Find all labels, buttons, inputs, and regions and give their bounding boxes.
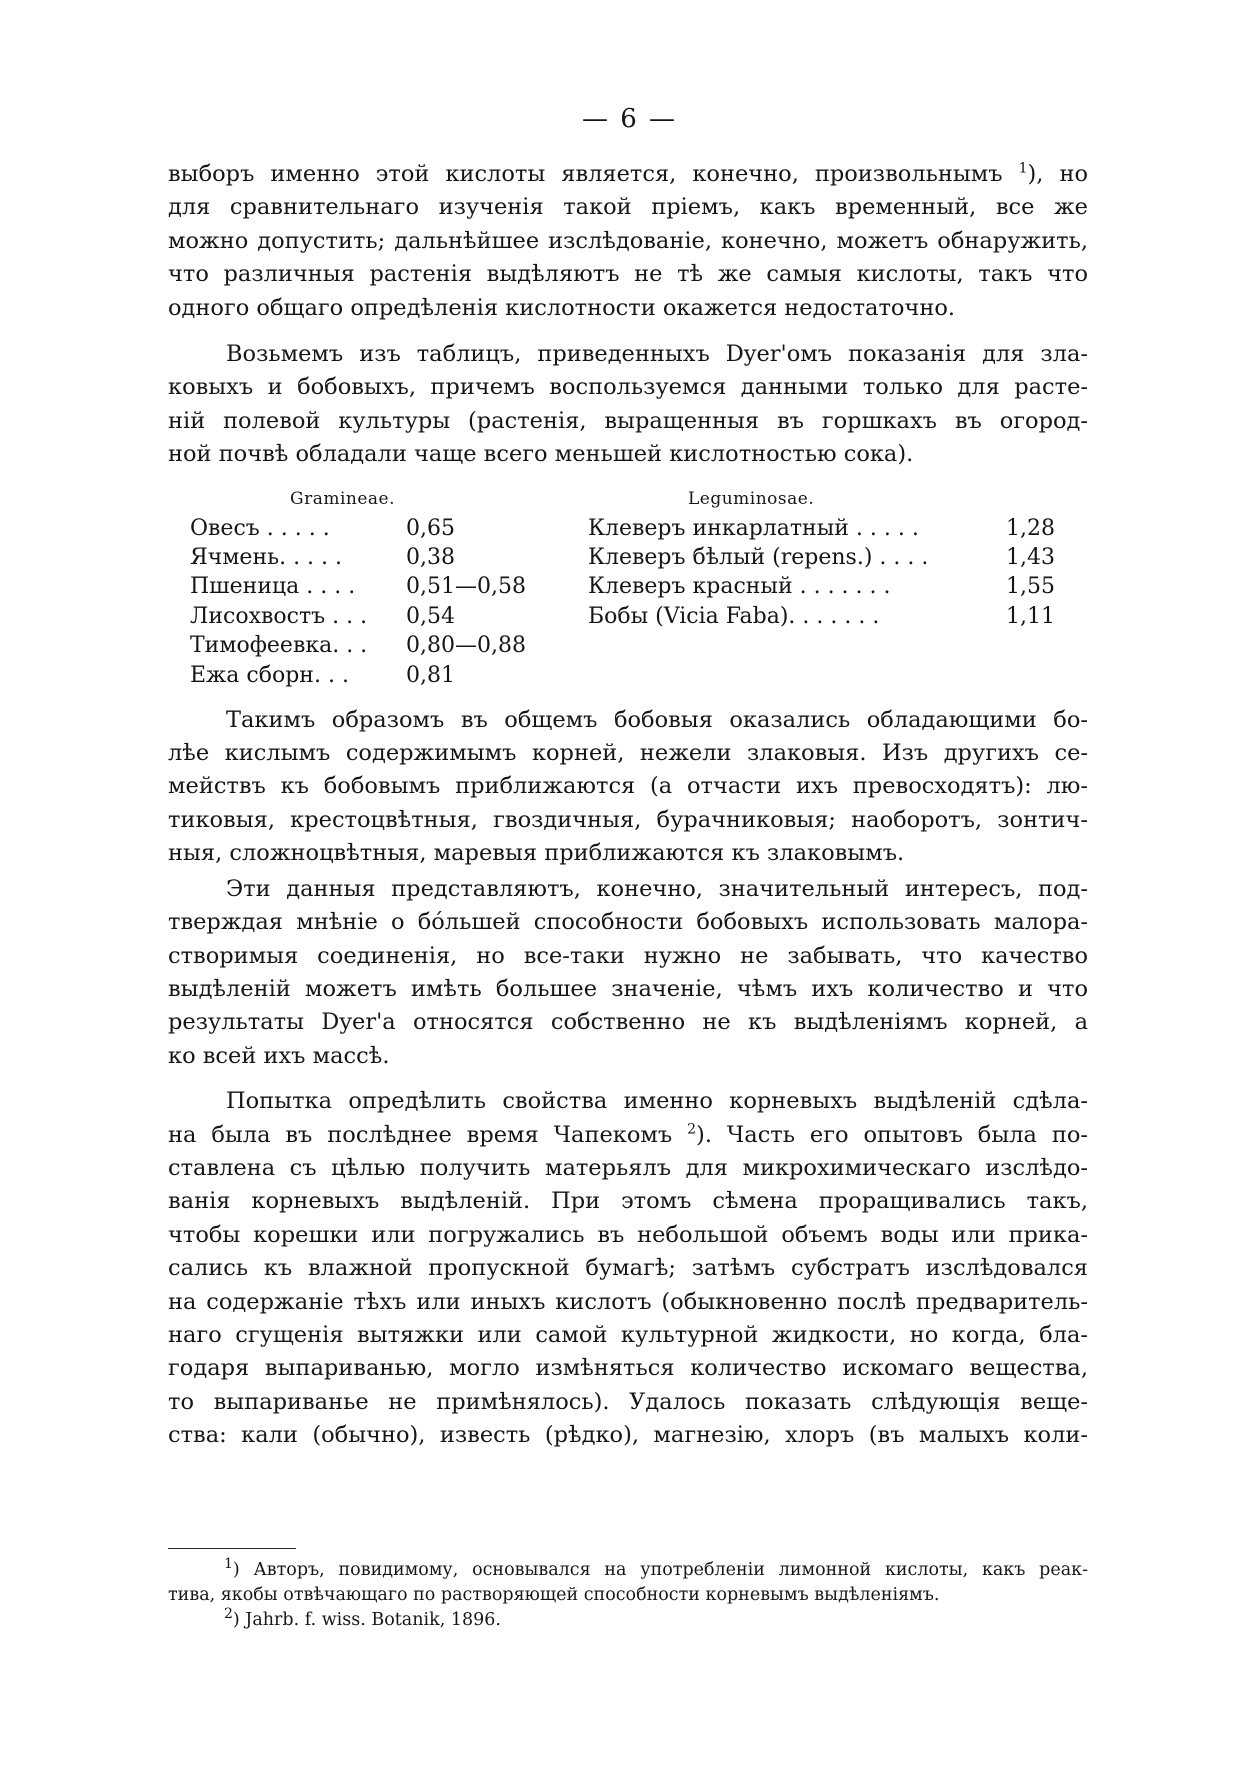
text-line: годаря выпариванью, могло измѣняться количество искомаго вещества, — [168, 1355, 1088, 1382]
text-line: мействъ къ бобовымъ приближаются (а отчасти ихъ превосходятъ): лю- — [168, 773, 1088, 800]
table-row: Овесъ . . . . . 0,65 — [190, 515, 455, 541]
text-line: створимыя соединенія, но все-таки нужно не забывать, что качество — [168, 942, 1088, 969]
text-line: выборъ именно этой кислоты является, конечно, произвольнымъ $^1$), но — [168, 160, 1088, 187]
text-line: одного общаго опредѣленія кислотности окажется недостаточно. — [168, 294, 956, 321]
footnote-line: $^1$) Авторъ, повидимому, основывался на употребленіи лимонной кислоты, какъ реак- — [224, 1556, 1088, 1580]
table-row: Лисохвостъ . . . 0,54 — [190, 603, 455, 629]
text-line: Попытка опредѣлить свойства именно корневыхъ выдѣленій сдѣла- — [226, 1088, 1088, 1115]
page-number: — 6 — — [581, 104, 678, 134]
table-gramineae — [190, 488, 530, 690]
text-line: ства: кали (обычно), известь (рѣдко), магнезію, хлоръ (въ малыхъ коли- — [168, 1422, 1088, 1449]
text-line: на была въ послѣднее время Чапекомъ $^2$). Часть его опытовъ была по- — [168, 1121, 1089, 1148]
text-line: ныя, сложноцвѣтныя, маревыя приближаются къ злаковымъ. — [168, 840, 905, 867]
text-line: результаты Dyer'a относятся собственно не къ выдѣленіямъ корней, а — [168, 1009, 1088, 1036]
paragraph-2 — [168, 338, 1088, 472]
text-line: чтобы корешки или погружались въ небольшой объемъ воды или прика- — [168, 1221, 1088, 1248]
body-text — [168, 158, 1088, 1453]
text-line: сались къ влажной пропускной бумагѣ; затѣмъ субстратъ изслѣдовался — [168, 1255, 1088, 1282]
text-line: ставлена съ цѣлью получить матерьялъ для микрохимическаго изслѣдо- — [168, 1154, 1088, 1181]
table-row: Ежа сборн. . . 0,81 — [190, 662, 455, 688]
footnote-mark: 1 — [224, 1556, 233, 1573]
paragraph-1 — [168, 158, 1088, 325]
table-row: Пшеница . . . . 0,51—0,58 — [190, 574, 526, 600]
text-line: Такимъ образомъ въ общемъ бобовыя оказались обладающими бо- — [226, 706, 1088, 733]
table-row: Тимофеевка. . . 0,80—0,88 — [190, 633, 526, 659]
table-row: Клеверъ красный . . . . . . . 1,55 — [588, 574, 1055, 600]
text-line: ній полевой культуры (растенія, выращенныя въ горшкахъ въ огород- — [168, 407, 1088, 434]
text-line: ной почвѣ обладали чаще всего меньшей кислотностью сока). — [168, 441, 914, 468]
text-line: лѣе кислымъ содержимымъ корней, нежели злаковыя. Изъ другихъ се- — [168, 740, 1088, 767]
table-row: Ячмень. . . . . 0,38 — [190, 545, 455, 571]
text-line: Возьмемъ изъ таблицъ, приведенныхъ Dyer'омъ показанія для зла- — [226, 341, 1088, 368]
text-line: тверждая мнѣніе о бóльшей способности бобовыхъ использовать малора- — [168, 909, 1088, 936]
text-line: Эти данныя представляютъ, конечно, значительный интересъ, под- — [226, 875, 1088, 902]
table-title: Leguminosae. — [688, 488, 815, 509]
text-line: можно допустить; дальнѣйшее изслѣдованіе, конечно, можетъ обнаружить, — [168, 227, 1088, 254]
text-line: ванія корневыхъ выдѣленій. При этомъ сѣмена проращивались такъ, — [168, 1188, 1088, 1215]
text-line: наго сгущенія вытяжки или самой культурной жидкости, но когда, бла- — [168, 1321, 1088, 1348]
paragraph-4 — [168, 873, 1088, 1073]
text-line: тиковыя, крестоцвѣтныя, гвоздичныя, бурачниковыя; наоборотъ, зонтич- — [168, 806, 1088, 833]
footnotes — [168, 1558, 1088, 1633]
footnote-2 — [168, 1608, 1088, 1633]
text-line: на содержаніе тѣхъ или иныхъ кислотъ (обыкновенно послѣ предваритель- — [168, 1288, 1088, 1315]
footnote-ref[interactable]: 2 — [687, 1121, 697, 1138]
footnote-1 — [168, 1558, 1088, 1608]
text-line: ковыхъ и бобовыхъ, причемъ воспользуемся данными только для расте- — [168, 374, 1088, 401]
table-row: Клеверъ инкарлатный . . . . . 1,28 — [588, 515, 1055, 541]
footnote-line: тива, якобы отвѣчающаго по растворяющей способности корневымъ выдѣленіямъ. — [168, 1585, 940, 1605]
text-line: ко всей ихъ массѣ. — [168, 1042, 390, 1069]
footnote-ref[interactable]: 1 — [1018, 160, 1028, 177]
footnote-divider — [168, 1548, 296, 1549]
paragraph-3 — [168, 704, 1088, 871]
table-leguminosae — [588, 488, 1108, 632]
footnote-mark: 2 — [224, 1606, 233, 1623]
table-row: Бобы (Vicia Faba). . . . . . . 1,11 — [588, 603, 1055, 629]
table-title: Gramineae. — [290, 488, 396, 509]
acidity-tables — [168, 488, 1088, 698]
text-line: что различныя растенія выдѣляютъ не тѣ же самыя кислоты, такъ что — [168, 261, 1088, 288]
table-row: Клеверъ бѣлый (repens.) . . . . 1,43 — [588, 545, 1055, 571]
text-line: выдѣленій можетъ имѣть большее значеніе, чѣмъ ихъ количество и что — [168, 975, 1088, 1002]
paragraph-5 — [168, 1085, 1088, 1452]
text-line: для сравнительнаго изученія такой пріемъ, какъ временный, все же — [168, 194, 1088, 221]
text-line: то выпариванье не примѣнялось). Удалось показать слѣдующія веще- — [168, 1388, 1088, 1415]
footnote-line: $^2$) Jahrb. f. wiss. Botanik, 1896. — [224, 1606, 501, 1630]
